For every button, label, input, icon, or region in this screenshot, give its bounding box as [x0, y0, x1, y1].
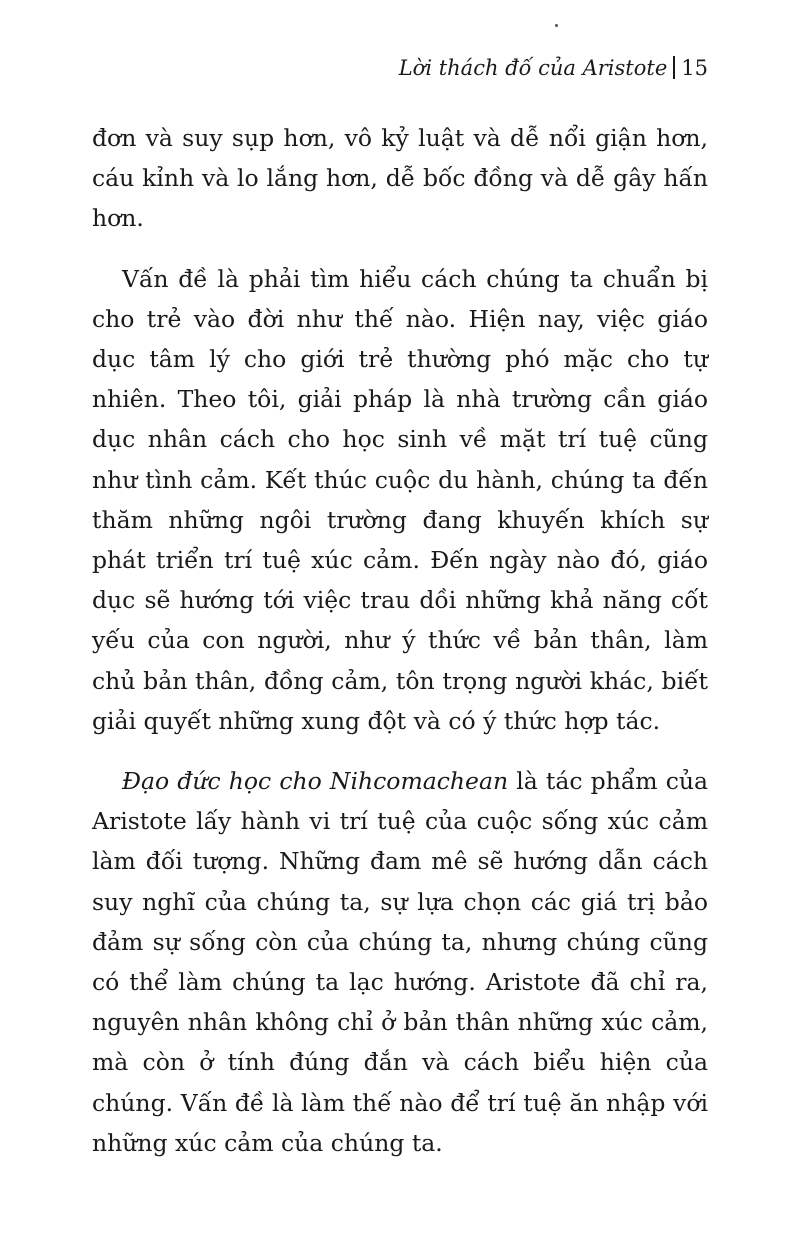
running-header: [399, 54, 708, 82]
running-title: Lời thách đố của Aristote: [398, 56, 668, 80]
book-title-italic: Đạo đức học cho Nihcomachean: [122, 767, 509, 796]
paragraph-2: [92, 259, 708, 741]
paragraph-1: [92, 118, 708, 239]
paragraph-1-text: đơn và suy sụp hơn, vô kỷ luật và dễ nổi giận hơn, cáu kỉnh và lo lắng hơn, dễ bốc đồng và dễ gây hấn hơn.: [92, 124, 708, 233]
page-number: 15: [681, 56, 708, 80]
paragraph-2-text: Vấn đề là phải tìm hiểu cách chúng ta chuẩn bị cho trẻ vào đời như thế nào. Hiện nay, việc giáo dục tâm lý cho giới trẻ thường phó mặc cho tự nhiên. Theo tôi, giải pháp là nhà trường cần giáo dục nhân cách cho học sinh về mặt trí tuệ cũng như tình cảm. Kết thúc cuộc du hành, chúng ta đến thăm những ngôi trường đang khuyến khích sự phát triển trí tuệ xúc cảm. Đến ngày nào đó, giáo dục sẽ hướng tới việc trau dồi những khả năng cốt yếu của con người, như ý thức về bản thân, làm chủ bản thân, đồng cảm, tôn trọng người khác, biết giải quyết những xung đột và có ý thức hợp tác.: [92, 264, 708, 735]
paragraph-3: [92, 761, 708, 1163]
header-separator: [673, 56, 675, 79]
print-speck: [555, 24, 558, 27]
body-text: [92, 118, 708, 1163]
paragraph-3-text: là tác phẩm của Aristote lấy hành vi trí tuệ của cuộc sống xúc cảm làm đối tượng. Những đam mê sẽ hướng dẫn cách suy nghĩ của chúng ta, sự lựa chọn các giá trị bảo đảm sự sống còn của chúng ta, nhưng chúng cũng có thể làm chúng ta lạc hướng. Aristote đã chỉ ra, nguyên nhân không chỉ ở bản thân những xúc cảm, mà còn ở tính đúng đắn và cách biểu hiện của chúng. Vấn đề là làm thế nào để trí tuệ ăn nhập với những xúc cảm của chúng ta.: [92, 767, 708, 1157]
